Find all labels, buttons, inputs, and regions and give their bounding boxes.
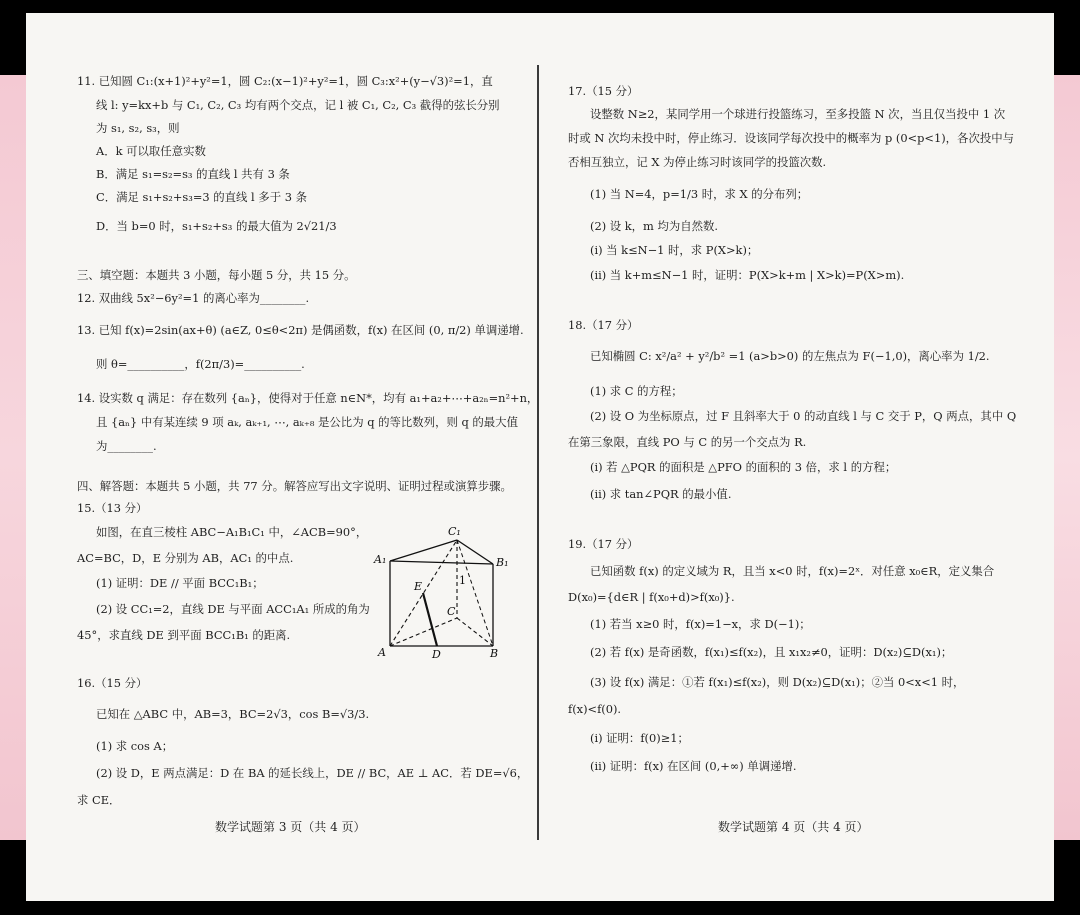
q18-heading: 18.（17 分） xyxy=(568,318,639,332)
column-divider xyxy=(537,65,539,840)
edge-cb xyxy=(457,618,493,646)
q14-line1: 14. 设实数 q 满足：存在数列 {aₙ}，使得对于任意 n∈N*，均有 a₁+a₂+⋯+a₂ₙ=n²+n， xyxy=(77,391,539,405)
q15-line2: AC=BC，D，E 分别为 AB，AC₁ 的中点. xyxy=(77,551,294,565)
q19-part6: (ⅱ) 证明：f(x) 在区间 (0,+∞) 单调递增. xyxy=(590,759,797,773)
section4-heading: 四、解答题：本题共 5 小题，共 77 分。解答应写出文字说明、证明过程或演算步骤。 xyxy=(77,479,512,493)
q11-line3: 为 s₁, s₂, s₃，则 xyxy=(96,121,180,135)
q17-line1: 设整数 N≥2，某同学用一个球进行投篮练习，至多投篮 N 次，当且仅当投中 1 次 xyxy=(590,107,1006,121)
label-d: D xyxy=(432,648,441,661)
segment-c1b xyxy=(457,540,493,646)
label-b1: B₁ xyxy=(496,556,509,569)
q19-part1: (1) 若当 x≥0 时，f(x)=1−x，求 D(−1)； xyxy=(590,617,811,631)
q11-option-c: C．满足 s₁+s₂+s₃=3 的直线 l 多于 3 条 xyxy=(96,190,307,204)
q18-part5: (ⅱ) 求 tan∠PQR 的最小值. xyxy=(590,487,732,501)
q17-part1: (1) 当 N=4，p=1/3 时，求 X 的分布列； xyxy=(590,187,809,201)
q19-line2: D(x₀)={d∈R | f(x₀+d)>f(x₀)}. xyxy=(568,590,735,604)
right-footer: 数学试题第 4 页（共 4 页） xyxy=(718,820,869,834)
edge-c1b1 xyxy=(457,540,493,564)
q16-heading: 16.（15 分） xyxy=(77,676,148,690)
prism-figure xyxy=(370,522,515,662)
q15-part2: (2) 设 CC₁=2，直线 DE 与平面 ACC₁A₁ 所成的角为 xyxy=(96,602,370,616)
segment-de xyxy=(423,593,437,646)
q11-option-b: B．满足 s₁=s₂=s₃ 的直线 l 共有 3 条 xyxy=(96,167,290,181)
q14-line2: 且 {aₙ} 中有某连续 9 项 aₖ, aₖ₊₁, ⋯, aₖ₊₈ 是公比为 q 的等比数列，则 q 的最大值 xyxy=(96,415,518,429)
q19-part5: (ⅰ) 证明：f(0)≥1； xyxy=(590,731,689,745)
edge-a1c1 xyxy=(390,540,457,561)
q17-line3: 否相互独立，记 X 为停止练习时该同学的投篮次数. xyxy=(568,155,827,169)
edge-a1b1 xyxy=(390,561,493,564)
q16-part3: 求 CE． xyxy=(77,793,121,807)
q18-line1: 已知椭圆 C: x²/a² + y²/b² =1 (a>b>0) 的左焦点为 F(−1,0)，离心率为 1/2. xyxy=(590,349,990,363)
q16-part1: (1) 求 cos A； xyxy=(96,739,174,753)
q19-part3: (3) 设 f(x) 满足：①若 f(x₁)≤f(x₂)，则 D(x₂)⊆D(x₁)；②当 0<x<1 时， xyxy=(590,675,965,689)
q12: 12. 双曲线 5x²−6y²=1 的离心率为________. xyxy=(77,291,310,305)
q19-part2: (2) 若 f(x) 是奇函数，f(x₁)≤f(x₂)，且 x₁x₂≠0，证明：D(x₂)⊆D(x₁)； xyxy=(590,645,953,659)
q19-line1: 已知函数 f(x) 的定义域为 R，且当 x<0 时，f(x)=2ˣ．对任意 x₀∈R，定义集合 xyxy=(590,564,995,578)
q11-line1: 11. 已知圆 C₁:(x+1)²+y²=1，圆 C₂:(x−1)²+y²=1，圆 C₃:x²+(y−√3)²=1，直 xyxy=(77,74,493,88)
label-e: E xyxy=(414,580,423,593)
q11-line2: 线 l: y=kx+b 与 C₁, C₂, C₃ 均有两个交点，记 l 被 C₁, C₂, C₃ 截得的弦长分别 xyxy=(96,98,500,112)
q18-part4: (ⅰ) 若 △PQR 的面积是 △PFO 的面积的 3 倍，求 l 的方程； xyxy=(590,460,897,474)
pink-background-right xyxy=(1052,75,1080,840)
q15-heading: 15.（13 分） xyxy=(77,501,148,515)
label-a1: A₁ xyxy=(374,553,387,566)
label-a: A xyxy=(378,646,386,659)
label-c1: C₁ xyxy=(448,525,461,538)
q17-part2: (2) 设 k，m 均为自然数. xyxy=(590,219,719,233)
q17-heading: 17.（15 分） xyxy=(568,84,639,98)
q16-part2: (2) 设 D，E 两点满足：D 在 BA 的延长线上，DE // BC，AE ⊥ AC．若 DE=√6， xyxy=(96,766,529,780)
pink-background-left xyxy=(0,75,28,840)
q13-line1: 13. 已知 f(x)=2sin(ax+θ) (a∈Z, 0≤θ<2π) 是偶函数，f(x) 在区间 (0, π/2) 单调递增. xyxy=(77,323,524,337)
label-c: C xyxy=(447,605,456,618)
q19-part4: f(x)<f(0). xyxy=(568,702,622,716)
q17-part3: (ⅰ) 当 k≤N−1 时，求 P(X>k)； xyxy=(590,243,759,257)
q14-line3: 为________. xyxy=(96,439,157,453)
q15-part3: 45°，求直线 DE 到平面 BCC₁B₁ 的距离. xyxy=(77,628,291,642)
q19-heading: 19.（17 分） xyxy=(568,537,639,551)
q11-option-d: D．当 b=0 时，s₁+s₂+s₃ 的最大值为 2√21/3 xyxy=(96,219,337,233)
label-one: 1 xyxy=(459,574,466,587)
q18-part2: (2) 设 O 为坐标原点，过 F 且斜率大于 0 的动直线 l 与 C 交于 P，Q 两点，其中 Q xyxy=(590,409,1017,423)
q13-line2: 则 θ=__________，f(2π/3)=__________. xyxy=(96,357,305,371)
section3-heading: 三、填空题：本题共 3 小题，每小题 5 分，共 15 分。 xyxy=(77,268,356,282)
q17-part4: (ⅱ) 当 k+m≤N−1 时，证明：P(X>k+m | X>k)=P(X>m). xyxy=(590,268,905,282)
label-b: B xyxy=(490,647,499,660)
q18-part1: (1) 求 C 的方程； xyxy=(590,384,683,398)
q18-part3: 在第三象限，直线 PO 与 C 的另一个交点为 R. xyxy=(568,435,807,449)
edge-ac xyxy=(390,618,457,646)
q15-line1: 如图，在直三棱柱 ABC−A₁B₁C₁ 中，∠ACB=90°， xyxy=(96,525,368,539)
q11-option-a: A．k 可以取任意实数 xyxy=(96,144,206,158)
left-footer: 数学试题第 3 页（共 4 页） xyxy=(215,820,366,834)
q16-line1: 已知在 △ABC 中，AB=3，BC=2√3，cos B=√3/3. xyxy=(96,707,370,721)
q17-line2: 时或 N 次均未投中时，停止练习．设该同学每次投中的概率为 p (0<p<1)，各次投中与 xyxy=(568,131,1015,145)
q15-part1: (1) 证明：DE // 平面 BCC₁B₁； xyxy=(96,576,264,590)
